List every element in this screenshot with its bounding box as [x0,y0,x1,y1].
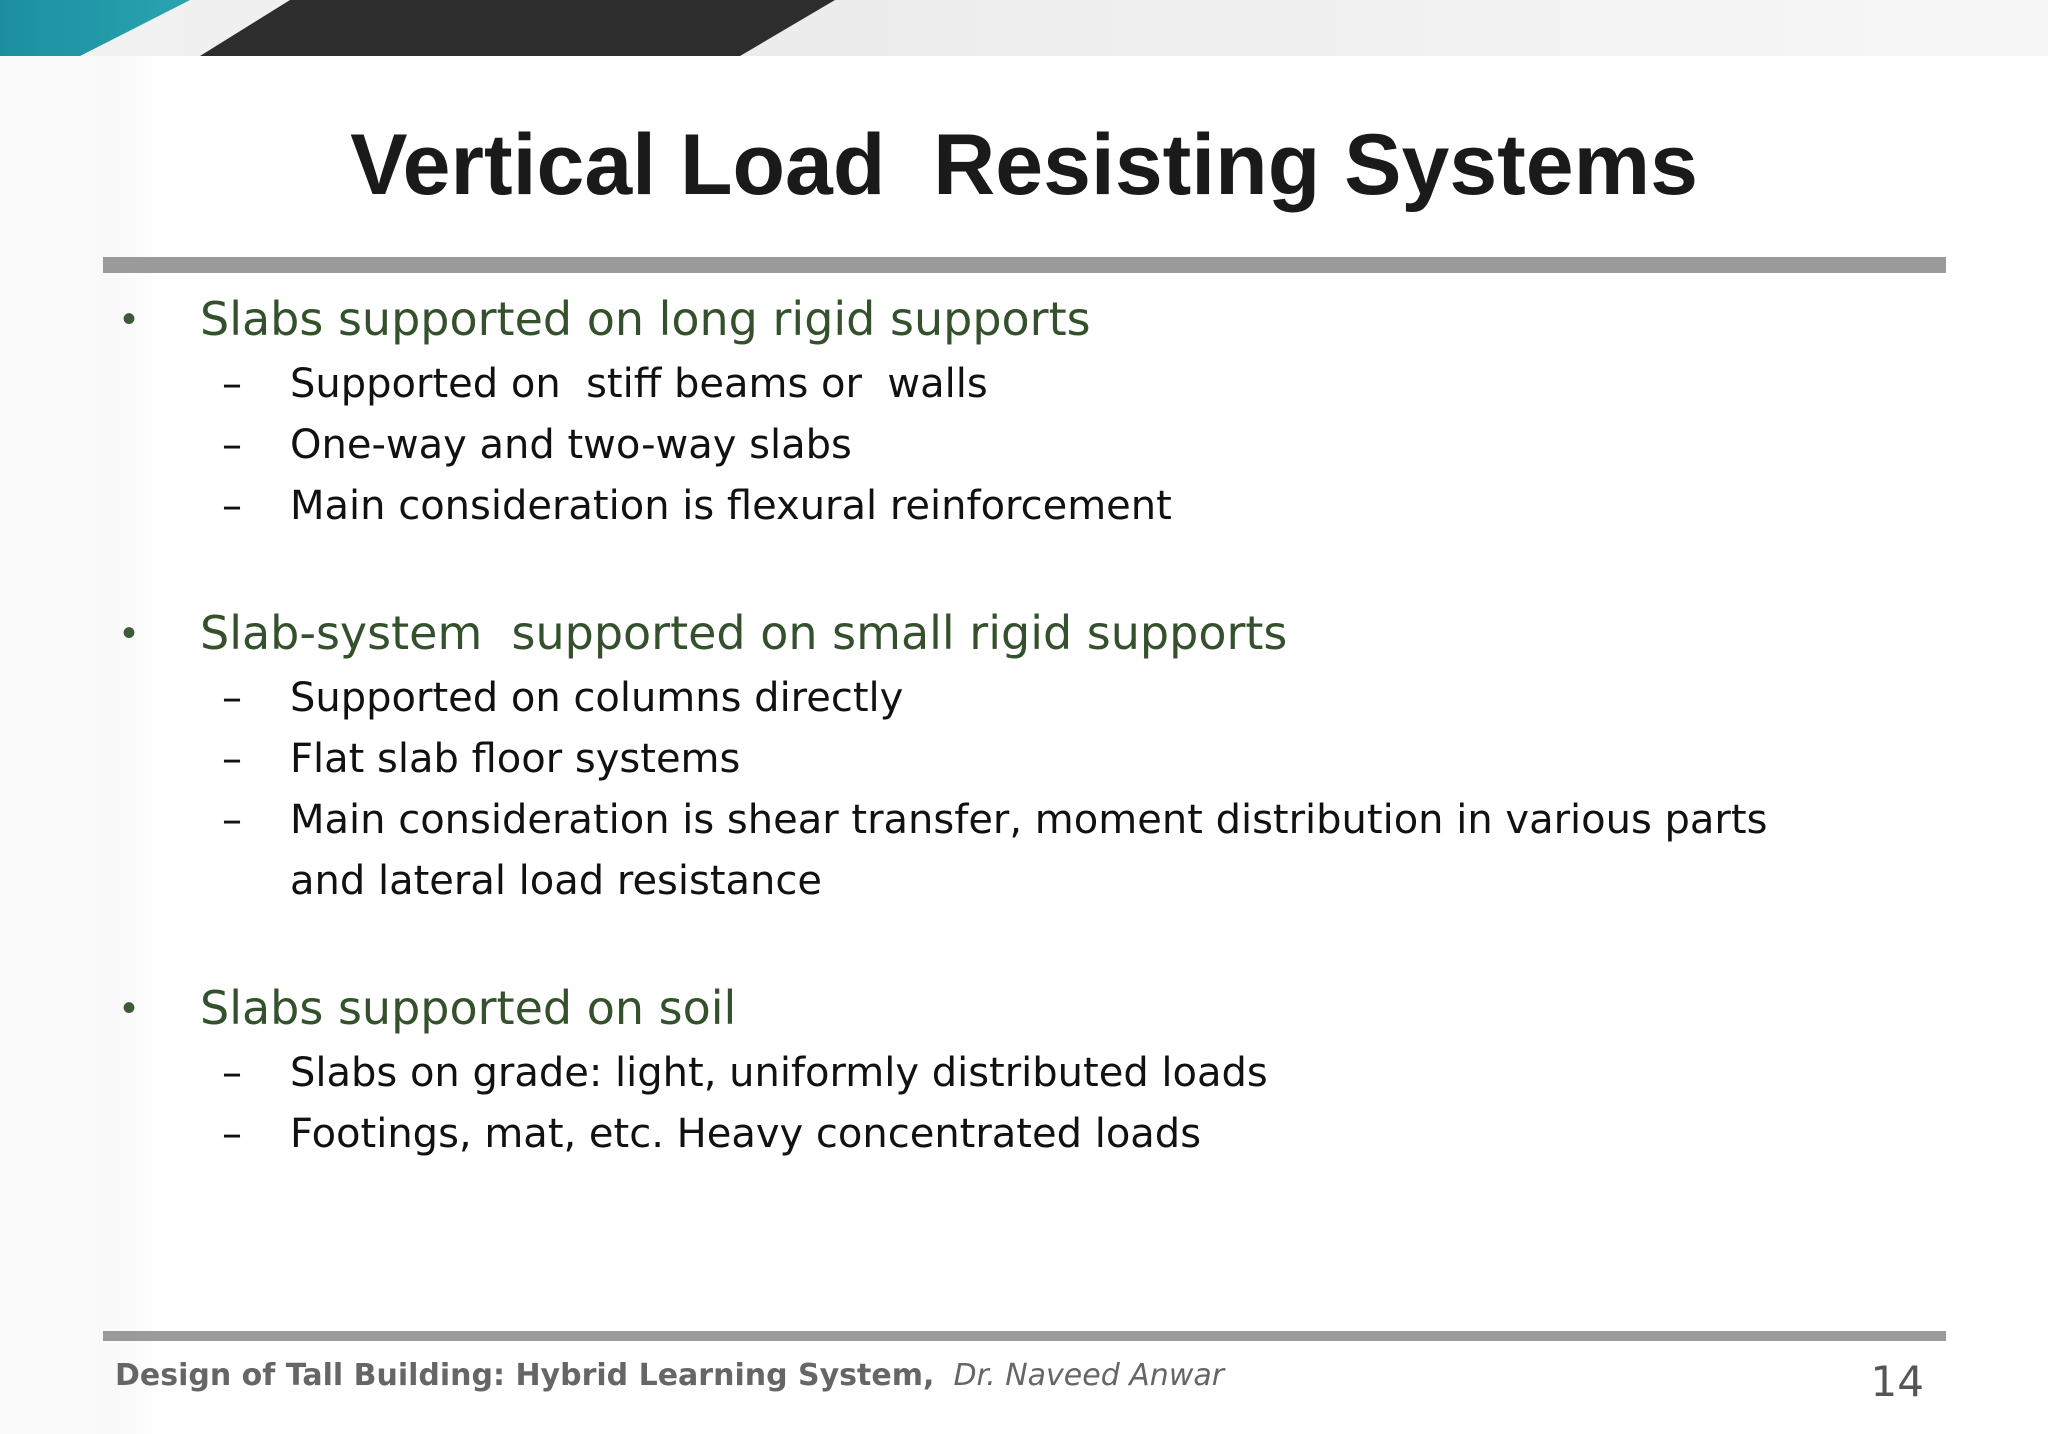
bullet-text: Slab-system supported on small rigid supports [200,606,1288,660]
sub-dash: – [222,361,242,407]
page-number: 14 [1870,1357,1924,1406]
sub-text: Supported on columns directly [290,675,904,721]
footer-divider [103,1331,1946,1341]
sub-dash: – [222,422,242,468]
sub-text: Slabs on grade: light, uniformly distributed loads [290,1050,1268,1096]
footer-author: Dr. Naveed Anwar [953,1358,1225,1393]
footer-course: Design of Tall Building: Hybrid Learning System, [115,1358,935,1393]
sub-text: Flat slab floor systems [290,736,741,782]
bullet-dot: • [122,297,137,341]
sub-dash: – [222,1111,242,1157]
sub-dash: – [222,675,242,721]
bullet-text: Slabs supported on long rigid supports [200,292,1091,346]
footer-credit [115,1356,1224,1396]
slide-title: Vertical Load Resisting Systems [350,117,1698,213]
sub-dash: – [222,483,242,529]
bullet-dot: • [122,986,137,1030]
sub-dash: – [222,1050,242,1096]
bullet-text: Slabs supported on soil [200,981,737,1035]
sub-dash: – [222,797,242,843]
sub-text: Main consideration is shear transfer, moment distribution in various parts and lateral load resistance [290,797,1781,904]
sub-text: Supported on stiff beams or walls [290,361,988,407]
bullet-dot: • [122,611,137,655]
sub-text: Footings, mat, etc. Heavy concentrated loads [290,1111,1202,1157]
sub-text: One-way and two-way slabs [290,422,852,468]
sub-dash: – [222,736,242,782]
sub-text: Main consideration is flexural reinforcement [290,483,1172,529]
